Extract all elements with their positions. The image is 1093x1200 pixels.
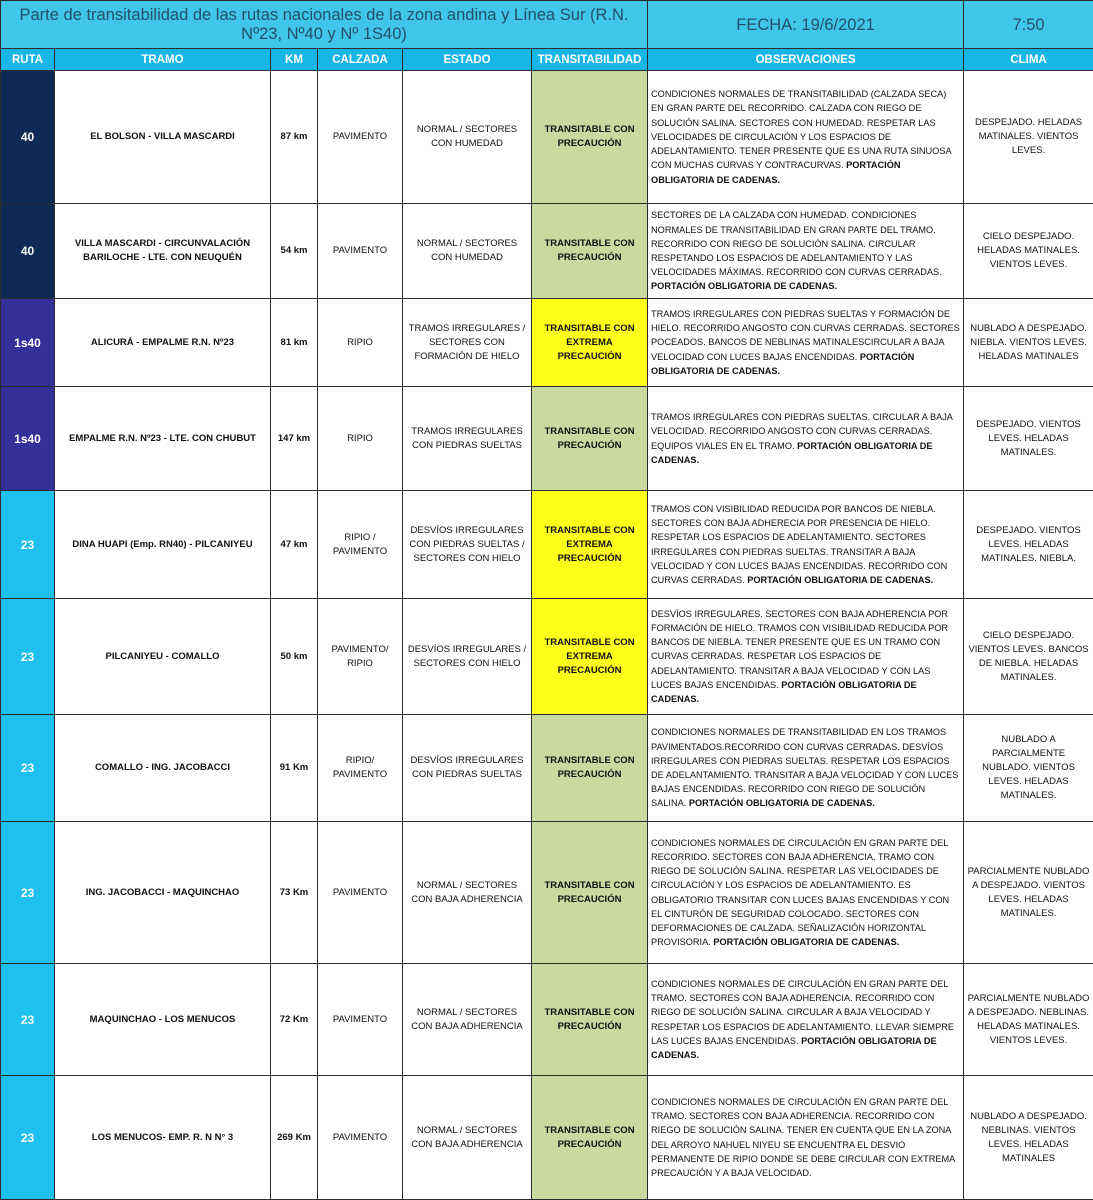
obs-text: TRAMOS CON VISIBILIDAD REDUCIDA POR BANCOS DE NIEBLA. SECTORES CON BAJA ADHERECIA POR PRESENCIA DE HIELO. RESPETAR LOS ESPACIOS DE ADELANTAMIENTO. SECTORES IRREGULARES CON PIEDRAS SUELTAS. TRANSITAR A BAJA VELOCIDAD Y CON LUCES BAJAS ENCENDIDAS. RECORRIDO CON CURVAS CERRADAS.	[651, 503, 948, 585]
tramo-cell: ING. JACOBACCI - MAQUINCHAO	[55, 822, 271, 964]
obs-text: TRAMOS IRREGULARES CON PIEDRAS SUELTAS. CIRCULAR A BAJA VELOCIDAD. RECORRIDO ANGOSTO CON CURVAS CERRADAS. EQUIPOS VIALES EN EL TRAMO.	[651, 412, 953, 451]
ruta-badge: 40	[1, 204, 55, 299]
calzada-cell: RIPIO / PAVIMENTO	[318, 491, 403, 599]
observaciones-cell	[648, 1076, 964, 1200]
col-header-ruta: RUTA	[1, 49, 55, 71]
obs-bold-text: PORTACIÓN OBLIGATORIA DE CADENAS.	[688, 798, 875, 809]
clima-cell: DESPEJADO. HELADAS MATINALES. VIENTOS LEVES.	[964, 71, 1093, 204]
tramo-cell: LOS MENUCOS- EMP. R. N N° 3	[55, 1076, 271, 1200]
calzada-cell: RIPIO	[318, 299, 403, 387]
clima-cell: CIELO DESPEJADO. VIENTOS LEVES. BANCOS DE NIEBLA. HELADAS MATINALES.	[964, 599, 1093, 715]
transitabilidad-cell: TRANSITABLE CON PRECAUCIÓN	[532, 822, 648, 964]
obs-bold-text: PORTACIÓN OBLIGATORIA DE CADENAS.	[713, 937, 900, 948]
km-cell: 50 km	[271, 599, 318, 715]
estado-cell: NORMAL / SECTORES CON HUMEDAD	[403, 71, 532, 204]
observaciones-cell	[648, 71, 964, 204]
calzada-cell: PAVIMENTO/ RIPIO	[318, 599, 403, 715]
km-cell: 72 Km	[271, 964, 318, 1076]
calzada-cell: PAVIMENTO	[318, 964, 403, 1076]
col-header-calzada: CALZADA	[318, 49, 403, 71]
obs-text: SECTORES DE LA CALZADA CON HUMEDAD. CONDICIONES NORMALES DE TRANSITABILIDAD EN GRAN PARTE DEL TRAMO. RECORRIDO CON RIEGO DE SOLUCIÓN SALINA. CIRCULAR RESPETANDO LOS ESPACIOS DE ADELANTAMIENTO Y LAS VELOCIDADES MÁXIMAS. RECORRIDO CON CURVAS CERRADAS.	[651, 210, 942, 278]
title-row	[1, 1, 1093, 49]
obs-text: DESVÍOS IRREGULARES. SECTORES CON BAJA ADHERENCIA POR FORMACIÓN DE HIELO. TRAMOS CON VISIBILIDAD REDUCIDA POR BANCOS DE NIEBLA. TENER PRESENTE QUE ES UN TRAMO CON CURVAS CERRADAS. RESPETAR LOS ESPACIOS DE ADELANTAMIENTO. TRANSITAR A BAJA VELOCIDAD Y CON LAS LUCES BAJAS ENCENDIDAS.	[651, 608, 949, 690]
estado-cell: DESVÍOS IRREGULARES CON PIEDRAS SUELTAS	[403, 715, 532, 822]
clima-cell: DESPEJADO. VIENTOS LEVES. HELADAS MATINALES. NIEBLA.	[964, 491, 1093, 599]
calzada-cell: PAVIMENTO	[318, 822, 403, 964]
table-row	[1, 1076, 1093, 1200]
transitabilidad-cell: TRANSITABLE CON PRECAUCIÓN	[532, 1076, 648, 1200]
tramo-cell: VILLA MASCARDI - CIRCUNVALACIÓN BARILOCHE - LTE. CON NEUQUÉN	[55, 204, 271, 299]
observaciones-cell	[648, 715, 964, 822]
obs-text: CONDICIONES NORMALES DE CIRCULACIÓN EN GRAN PARTE DEL RECORRIDO. SECTORES CON BAJA ADHERENCIA. TRAMO CON RIEGO DE SOLUCIÓN SALINA. RESPETAR LAS VELOCIDADES DE CIRCULACIÓN Y LOS ESPACIOS DE ADELANTAMIENTO. ES OBLIGATORIO TRANSITAR CON LUCES BAJAS ENCENDIDAS Y CON EL CINTURÓN DE SEGURIDAD COLOCADO. SECTORES CON DEFORMACIONES DE CALZADA. SEÑALIZACIÓN HORIZONTAL PROVISORIA.	[651, 837, 950, 948]
estado-cell: NORMAL / SECTORES CON HUMEDAD	[403, 204, 532, 299]
transitabilidad-cell: TRANSITABLE CON PRECAUCIÓN	[532, 71, 648, 204]
report-title: Parte de transitabilidad de las rutas nacionales de la zona andina y Línea Sur (R.N. Nº23, Nº40 y Nº 1S40)	[1, 1, 648, 49]
calzada-cell: RIPIO/ PAVIMENTO	[318, 715, 403, 822]
ruta-badge: 1s40	[1, 387, 55, 491]
observaciones-cell	[648, 491, 964, 599]
ruta-badge: 23	[1, 1076, 55, 1200]
km-cell: 47 km	[271, 491, 318, 599]
estado-cell: NORMAL / SECTORES CON BAJA ADHERENCIA	[403, 964, 532, 1076]
transitabilidad-cell: TRANSITABLE CON PRECAUCIÓN	[532, 387, 648, 491]
observaciones-cell	[648, 387, 964, 491]
calzada-cell: PAVIMENTO	[318, 1076, 403, 1200]
km-cell: 147 km	[271, 387, 318, 491]
clima-cell: PARCIALMENTE NUBLADO A DESPEJADO. NEBLINAS. HELADAS MATINALES. VIENTOS LEVES.	[964, 964, 1093, 1076]
estado-cell: TRAMOS IRREGULARES / SECTORES CON FORMACIÓN DE HIELO	[403, 299, 532, 387]
km-cell: 73 Km	[271, 822, 318, 964]
table-row	[1, 715, 1093, 822]
observaciones-cell	[648, 822, 964, 964]
estado-cell: TRAMOS IRREGULARES CON PIEDRAS SUELTAS	[403, 387, 532, 491]
table-row	[1, 204, 1093, 299]
obs-bold-text: PORTACIÓN OBLIGATORIA DE CADENAS.	[747, 574, 934, 585]
obs-text: CONDICIONES NORMALES DE TRANSITABILIDAD (CALZADA SECA) EN GRAN PARTE DEL RECORRIDO. CALZADA CON RIEGO DE SOLUCIÓN SALINA. SECTORES CON HUMEDAD. RESPETAR LAS VELOCIDADES DE CIRCULACIÓN Y LOS ESPACIOS DE ADELANTAMIENTO. TENER PRESENTE QUE ES UNA RUTA SINUOSA CON MUCHAS CURVAS Y CONTRACURVAS.	[651, 89, 952, 171]
transitabilidad-cell: TRANSITABLE CON PRECAUCIÓN	[532, 204, 648, 299]
table-row	[1, 299, 1093, 387]
calzada-cell: PAVIMENTO	[318, 71, 403, 204]
table-row	[1, 822, 1093, 964]
obs-bold-text: PORTACIÓN OBLIGATORIA DE CADENAS.	[651, 281, 838, 292]
obs-bold-text: PORTACIÓN OBLIGATORIA DE CADENAS.	[651, 679, 917, 704]
obs-text: CONDICIONES NORMALES DE CIRCULACIÓN EN GRAN PARTE DEL TRAMO. SECTORES CON BAJA ADHERENCIA. RECORRIDO CON RIEGO DE SOLUCIÓN SALINA. TENER EN CUENTA QUE EN LA ZONA DEL ARROYO NAHUEL NIYEU SE ENCUENTRA EL DESVIO PERMANENTE DE RIPIO DONDE SE DEBE CIRCULAR CON EXTREMA PRECAUCIÓN Y A BAJA VELOCIDAD.	[651, 1096, 955, 1178]
estado-cell: NORMAL / SECTORES CON BAJA ADHERENCIA	[403, 1076, 532, 1200]
col-header-observaciones: OBSERVACIONES	[648, 49, 964, 71]
tramo-cell: ALICURÁ - EMPALME R.N. Nº23	[55, 299, 271, 387]
km-cell: 91 Km	[271, 715, 318, 822]
estado-cell: DESVÍOS IRREGULARES / SECTORES CON HIELO	[403, 599, 532, 715]
col-header-tramo: TRAMO	[55, 49, 271, 71]
col-header-transitabilidad: TRANSITABILIDAD	[532, 49, 648, 71]
estado-cell: DESVÍOS IRREGULARES CON PIEDRAS SUELTAS / SECTORES CON HIELO	[403, 491, 532, 599]
tramo-cell: EMPALME R.N. Nº23 - LTE. CON CHUBUT	[55, 387, 271, 491]
clima-cell: NUBLADO A DESPEJADO. NEBLINAS. VIENTOS LEVES. HELADAS MATINALES	[964, 1076, 1093, 1200]
calzada-cell: PAVIMENTO	[318, 204, 403, 299]
calzada-cell: RIPIO	[318, 387, 403, 491]
observaciones-cell	[648, 299, 964, 387]
table-row	[1, 599, 1093, 715]
report-time: 7:50	[964, 1, 1093, 49]
obs-text: CONDICIONES NORMALES DE CIRCULACIÓN EN GRAN PARTE DEL TRAMO. SECTORES CON BAJA ADHERENCIA. RECORRIDO CON RIEGO DE SOLUCIÓN SALINA. CIRCULAR A BAJA VELOCIDAD Y RESPETAR LOS ESPACIOS DE ADELANTAMIENTO. LLEVAR SIEMPRE LAS LUCES BAJAS ENCENDIDAS.	[651, 978, 954, 1046]
observaciones-cell	[648, 204, 964, 299]
ruta-badge: 40	[1, 71, 55, 204]
clima-cell: DESPEJADO. VIENTOS LEVES. HELADAS MATINALES.	[964, 387, 1093, 491]
km-cell: 81 km	[271, 299, 318, 387]
ruta-badge: 23	[1, 822, 55, 964]
obs-bold-text: PORTACIÓN OBLIGATORIA DE CADENAS.	[651, 440, 933, 465]
table-row	[1, 387, 1093, 491]
ruta-badge: 23	[1, 491, 55, 599]
ruta-badge: 23	[1, 964, 55, 1076]
clima-cell: CIELO DESPEJADO. HELADAS MATINALES. VIENTOS LEVES.	[964, 204, 1093, 299]
table-row	[1, 71, 1093, 204]
tramo-cell: COMALLO - ING. JACOBACCI	[55, 715, 271, 822]
km-cell: 54 km	[271, 204, 318, 299]
ruta-badge: 1s40	[1, 299, 55, 387]
tramo-cell: MAQUINCHAO - LOS MENUCOS	[55, 964, 271, 1076]
table-row	[1, 964, 1093, 1076]
table-row	[1, 491, 1093, 599]
obs-bold-text: PORTACIÓN OBLIGATORIA DE CADENAS.	[651, 160, 901, 185]
obs-text: CONDICIONES NORMALES DE TRANSITABILIDAD EN LOS TRAMOS PAVIMENTADOS.RECORRIDO CON CURVAS CERRADAS. DESVÍOS IRREGULARES CON PIEDRAS SUELTAS. RESPETAR LOS ESPACIOS DE ADELANTAMIENTO. TRANSITAR A BAJA VELOCIDAD Y CON LUCES BAJAS ENCENDIDAS. RECORRIDO CON RIEGO DE SOLUCIÓN SALINA.	[651, 727, 959, 809]
col-header-estado: ESTADO	[403, 49, 532, 71]
transitabilidad-cell: TRANSITABLE CON PRECAUCIÓN	[532, 964, 648, 1076]
col-header-clima: CLIMA	[964, 49, 1093, 71]
transitabilidad-cell: TRANSITABLE CON EXTREMA PRECAUCIÓN	[532, 491, 648, 599]
km-cell: 87 km	[271, 71, 318, 204]
report-date: FECHA: 19/6/2021	[648, 1, 964, 49]
transitabilidad-cell: TRANSITABLE CON EXTREMA PRECAUCIÓN	[532, 299, 648, 387]
col-header-km: KM	[271, 49, 318, 71]
observaciones-cell	[648, 964, 964, 1076]
km-cell: 269 Km	[271, 1076, 318, 1200]
ruta-badge: 23	[1, 715, 55, 822]
obs-bold-text: PORTACIÓN OBLIGATORIA DE CADENAS.	[651, 1035, 937, 1060]
clima-cell: NUBLADO A DESPEJADO. NIEBLA. VIENTOS LEVES. HELADAS MATINALES	[964, 299, 1093, 387]
clima-cell: NUBLADO A PARCIALMENTE NUBLADO. VIENTOS LEVES. HELADAS MATINALES.	[964, 715, 1093, 822]
tramo-cell: DINA HUAPI (Emp. RN40) - PILCANIYEU	[55, 491, 271, 599]
transitabilidad-cell: TRANSITABLE CON EXTREMA PRECAUCIÓN	[532, 599, 648, 715]
obs-text: TRAMOS IRREGULARES CON PIEDRAS SUELTAS Y FORMACIÓN DE HIELO. RECORRIDO ANGOSTO CON CURVAS CERRADAS. SECTORES POCEADOS. BANCOS DE NEBLINAS MATINALESCIRCULAR A BAJA VELOCIDAD CON LUCES BAJAS ENCENDIDAS.	[651, 308, 960, 362]
estado-cell: NORMAL / SECTORES CON BAJA ADHERENCIA	[403, 822, 532, 964]
observaciones-cell	[648, 599, 964, 715]
clima-cell: PARCIALMENTE NUBLADO A DESPEJADO. VIENTOS LEVES. HELADAS MATINALES.	[964, 822, 1093, 964]
transitabilidad-cell: TRANSITABLE CON PRECAUCIÓN	[532, 715, 648, 822]
tramo-cell: PILCANIYEU - COMALLO	[55, 599, 271, 715]
ruta-badge: 23	[1, 599, 55, 715]
obs-bold-text: PORTACIÓN OBLIGATORIA DE CADENAS.	[651, 351, 915, 376]
column-header-row	[1, 49, 1093, 71]
tramo-cell: EL BOLSON - VILLA MASCARDI	[55, 71, 271, 204]
